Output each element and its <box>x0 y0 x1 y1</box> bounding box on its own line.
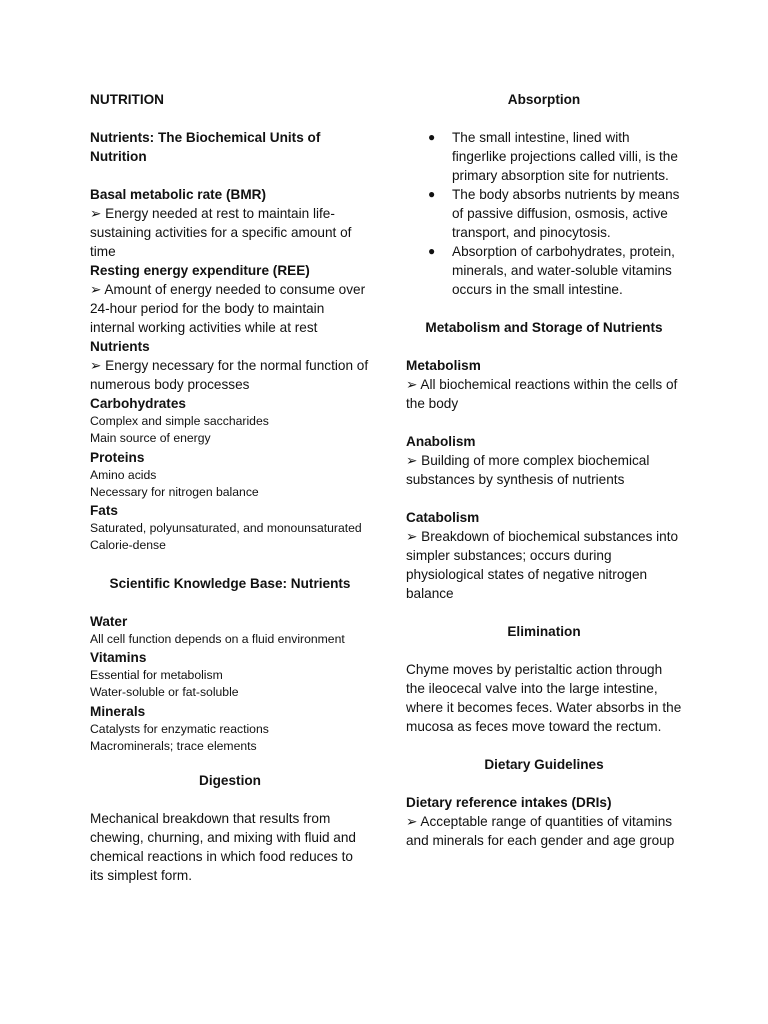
bullet-icon: ● <box>428 244 436 258</box>
knowledge-base-heading: Scientific Knowledge Base: Nutrients <box>109 575 351 591</box>
digestion-heading: Digestion <box>199 773 261 789</box>
ree-text: ➢ Amount of energy needed to consume over 24-hour period for the body to maintain internal working activities while at rest <box>90 282 366 335</box>
list-item: ● The body absorbs nutrients by means of passive diffusion, osmosis, active transport, and pinocytosis. <box>428 187 680 240</box>
nutrients-subheading: Nutrients <box>90 339 150 354</box>
anabolism-heading: Anabolism <box>406 434 476 449</box>
carbohydrates-heading: Carbohydrates <box>90 396 186 411</box>
bmr-heading: Basal metabolic rate (BMR) <box>90 187 267 202</box>
proteins-line-2: Necessary for nitrogen balance <box>90 484 259 499</box>
fats-heading: Fats <box>90 503 118 519</box>
elimination-text: Chyme moves by peristaltic action through the ileocecal valve into the large intestine, where it becomes feces. Water absorbs in the mucosa as feces move toward the rectum. <box>406 662 682 734</box>
metabolism-text: ➢ All biochemical reactions within the cells of the body <box>406 377 678 411</box>
water-heading: Water <box>90 613 128 629</box>
minerals-heading: Minerals <box>90 703 146 719</box>
vitamins-heading: Vitamins <box>90 650 147 666</box>
anabolism-text: ➢ Building of more complex biochemical substances by synthesis of nutrients <box>406 453 650 487</box>
carbohydrates-line-2: Main source of energy <box>90 431 211 446</box>
vitamins-line-2: Water-soluble or fat-soluble <box>90 685 239 700</box>
fats-line-2: Calorie-dense <box>90 538 166 553</box>
bmr-text: ➢ Energy needed at rest to maintain life-sustaining activities for a specific amount of time <box>90 206 352 259</box>
nutrients-section-heading: Nutrients: The Biochemical Units of Nutrition <box>90 130 321 164</box>
dri-text: ➢ Acceptable range of quantities of vitamins and minerals for each gender and age group <box>406 814 675 848</box>
water-line-1: All cell function depends on a fluid environment <box>90 631 345 646</box>
list-item: ● The small intestine, lined with fingerlike projections called villi, is the primary absorption site for nutrients. <box>428 130 678 183</box>
carbohydrates-line-1: Complex and simple saccharides <box>90 414 269 428</box>
metabolism-storage-heading: Metabolism and Storage of Nutrients <box>425 320 663 335</box>
right-column <box>406 90 682 850</box>
catabolism-text: ➢ Breakdown of biochemical substances into simpler substances; occurs during physiological states of negative nitrogen balance <box>406 529 679 601</box>
left-column <box>90 90 370 885</box>
fats-line-1: Saturated, polyunsaturated, and monounsaturated <box>90 521 362 536</box>
dri-heading: Dietary reference intakes (DRIs) <box>406 795 612 810</box>
proteins-line-1: Amino acids <box>90 467 157 482</box>
proteins-heading: Proteins <box>90 449 145 465</box>
catabolism-heading: Catabolism <box>406 510 480 525</box>
absorption-heading: Absorption <box>507 92 581 107</box>
minerals-line-1: Catalysts for enzymatic reactions <box>90 721 269 736</box>
bullet-icon: ● <box>428 130 436 144</box>
nutrients-text: ➢ Energy necessary for the normal function of numerous body processes <box>90 358 369 392</box>
elimination-heading: Elimination <box>507 624 581 639</box>
bullet-icon: ● <box>428 187 436 201</box>
list-item: ● Absorption of carbohydrates, protein, minerals, and water-soluble vitamins occurs in the small intestine. <box>428 244 675 297</box>
vitamins-line-1: Essential for metabolism <box>90 668 223 683</box>
absorption-list <box>406 128 682 299</box>
digestion-text: Mechanical breakdown that results from chewing, churning, and mixing with fluid and chemical reactions in which food reduces to its simplest form. <box>90 811 356 884</box>
ree-heading: Resting energy expenditure (REE) <box>90 263 310 278</box>
document-title: NUTRITION <box>90 92 165 107</box>
dietary-guidelines-heading: Dietary Guidelines <box>484 757 604 772</box>
minerals-line-2: Macrominerals; trace elements <box>90 738 257 753</box>
metabolism-heading: Metabolism <box>406 358 481 373</box>
